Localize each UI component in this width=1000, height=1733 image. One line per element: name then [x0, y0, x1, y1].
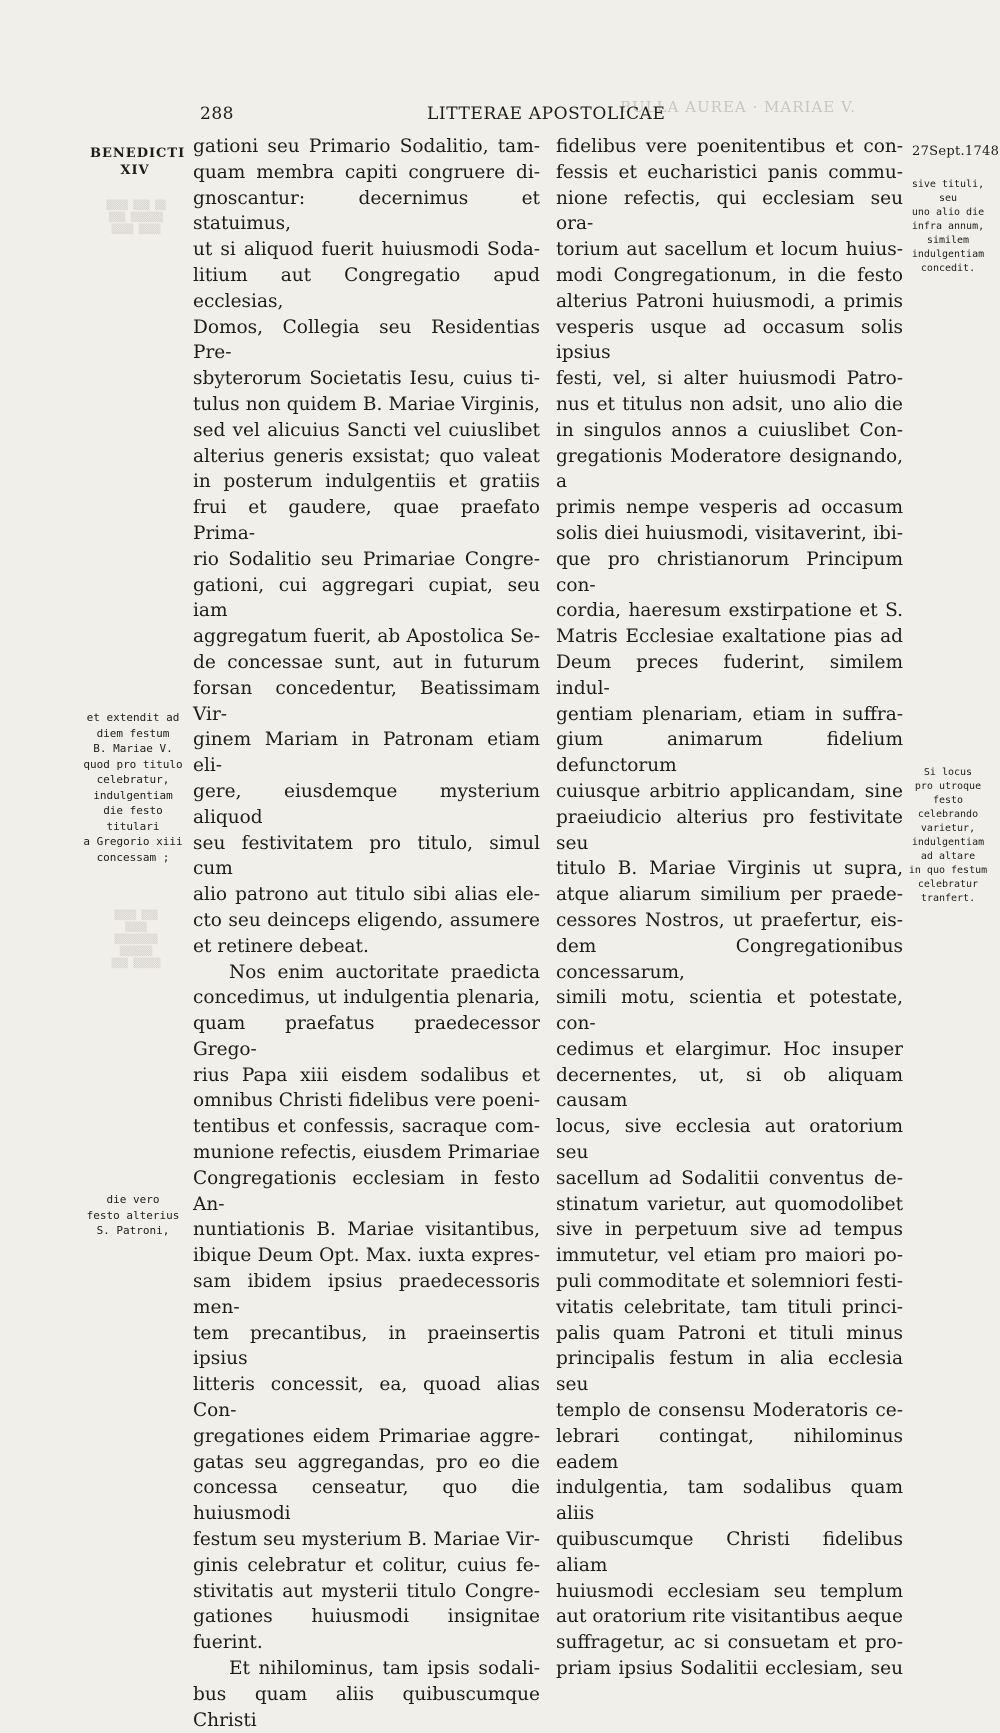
text-line: huiusmodi ecclesiam seu templum [556, 1580, 903, 1602]
pope-number: XIV [120, 163, 150, 178]
text-line: quam praefatus praedecessor Grego- [193, 1013, 540, 1060]
margin-line: sive tituli, seu [911, 179, 985, 204]
text-line: alterius Patroni huiusmodi, a primis [556, 290, 903, 312]
margin-line: varietur, [920, 823, 976, 834]
text-line: seu festivitatem pro titulo, simul cum [193, 832, 540, 880]
text-line: bus quam aliis quibuscumque Christi [193, 1683, 540, 1731]
text-line: gationi seu Primario Sodalitio, tam- [193, 136, 540, 157]
text-line: praeiudicio alterius pro festivitate seu [556, 806, 903, 854]
text-line: aut oratorium rite visitantibus aeque [556, 1606, 903, 1628]
text-line: cedimus et elargimur. Hoc insuper [556, 1038, 903, 1060]
text-line: atque aliarum similium per praede- [556, 884, 903, 906]
text-line: et retinere debeat. [193, 935, 369, 957]
text-line: Domos, Collegia seu Residentias Pre- [193, 316, 540, 364]
page-number: 288 [200, 104, 234, 124]
text-line: immutetur, vel etiam pro maiori po- [556, 1245, 903, 1267]
text-line: rius Papa xiii eisdem sodalibus et [193, 1064, 540, 1086]
text-line: nuntiationis B. Mariae visitantibus, [193, 1219, 540, 1241]
text-line: principalis festum in alia ecclesia seu [556, 1348, 903, 1396]
text-line: cto seu deinceps eligendo, assumere [193, 909, 540, 931]
text-line: sive in perpetuum sive ad tempus [556, 1219, 903, 1241]
text-column-right [556, 134, 903, 1682]
margin-line: uno alio die [911, 207, 985, 218]
text-line: indulgentia, tam sodalibus quam aliis [556, 1477, 903, 1525]
margin-line: tranfert. [920, 893, 976, 904]
text-line: tulus non quidem B. Mariae Virginis, [193, 393, 540, 415]
bleed-through-marginalia: ▒▒▒▒ ▒▒▒ ▒▒▒▒ ▒▒▒▒▒▒▒▒ ▒▒▒▒▒▒ ▒▒▒ ▒▒▒▒▒ [111, 911, 161, 969]
text-line: alio patrono aut titulo sibi alias ele- [193, 884, 540, 906]
text-line: cordia, haeresum exstirpatione et S. [556, 600, 903, 622]
text-line: solis diei huiusmodi, visitaverint, ibi- [556, 522, 903, 544]
text-line: dem Congregationibus concessarum, [556, 935, 903, 983]
margin-line: indulgentiam [911, 837, 985, 848]
text-line: Congregationis ecclesiam in festo An- [193, 1167, 540, 1215]
text-line: aggregatum fuerit, ab Apostolica Se- [193, 626, 540, 648]
text-line: tem precantibus, in praeinsertis ipsius [193, 1322, 540, 1370]
text-line: que pro christianorum Principum con- [556, 548, 903, 596]
margin-date: 27Sept.1748 [912, 144, 1000, 159]
text-line: palis quam Patroni et tituli minus [556, 1322, 903, 1344]
text-line: gregationis Moderatore designando, a [556, 445, 903, 493]
text-line: puli commoditate et solemniori festi- [556, 1271, 903, 1293]
pope-marginal-heading [90, 145, 186, 179]
text-line: vitatis celebritate, tam tituli princi- [556, 1296, 903, 1318]
text-line: templo de consensu Moderatoris ce- [556, 1400, 903, 1422]
text-line: lebrari contingat, nihilominus eadem [556, 1425, 903, 1473]
text-line: concedimus, ut indulgentia plenaria, [193, 987, 540, 1009]
text-line: Nos enim auctoritate praedicta [229, 961, 540, 983]
text-line: munione refectis, eiusdem Primariae [193, 1142, 540, 1164]
text-line: gationes huiusmodi insignitae fuerint. [193, 1606, 540, 1654]
text-line: nione refectis, qui ecclesiam seu ora- [556, 187, 903, 235]
text-line: ut si aliquod fuerit huiusmodi Soda- [193, 239, 540, 261]
text-line: gationi, cui aggregari cupiat, seu iam [193, 574, 540, 622]
margin-line: S. Patroni, [96, 1224, 170, 1237]
text-line: gnoscantur: decernimus et statuimus, [193, 187, 540, 235]
text-line: concessa censeatur, quo die huiusmodi [193, 1477, 540, 1525]
margin-line: ad altare [920, 851, 976, 862]
pope-name: BENEDICTI [90, 146, 186, 161]
margin-line: celebrando [917, 809, 979, 820]
text-line: stinatum varietur, aut quomodolibet [556, 1193, 903, 1215]
text-line: ginem Mariam in Patronam etiam eli- [193, 729, 540, 777]
text-line: ibique Deum Opt. Max. iuxta expres- [193, 1245, 540, 1267]
text-line: cessores Nostros, ut praefertur, eis- [556, 909, 903, 931]
text-line: festum seu mysterium B. Mariae Vir- [193, 1529, 540, 1551]
text-line: suffragetur, ac si consuetam et pro- [556, 1632, 903, 1654]
margin-line: diem festum [96, 726, 170, 740]
text-line: litium aut Congregatio apud ecclesias, [193, 264, 540, 312]
text-line: ginis celebratur et colitur, cuius fe- [193, 1554, 540, 1576]
text-line: modi Congregationum, in die festo [556, 264, 903, 286]
margin-note-right-2 [908, 766, 988, 906]
text-line: omnibus Christi fidelibus vere poeni- [193, 1090, 540, 1112]
text-line: festi, vel, si alter huiusmodi Patro- [556, 368, 903, 390]
text-line: torium aut sacellum et locum huius- [556, 239, 903, 261]
margin-line: B. Mariae V. [93, 742, 173, 755]
margin-line: celebratur [917, 879, 979, 890]
text-line: simili motu, scientia et potestate, con- [556, 987, 903, 1035]
margin-line: infra annum, [911, 221, 985, 232]
margin-note-left-2 [78, 1192, 188, 1239]
text-line: priam ipsius Sodalitii ecclesiam, seu [556, 1658, 903, 1680]
margin-line: festo [932, 795, 964, 806]
text-line: sed vel alicuius Sancti vel cuiuslibet [193, 419, 540, 441]
text-line: gatas seu aggregandas, pro eo die [193, 1451, 540, 1473]
margin-line: similem [926, 235, 970, 246]
text-line: cuiusque arbitrio applicandam, sine [556, 780, 903, 802]
text-line: fessis et eucharistici panis commu- [556, 161, 903, 183]
margin-note-right-1 [908, 178, 988, 276]
text-line: alterius generis exsistat; quo valeat [193, 445, 540, 467]
text-line: Et nihilominus, tam ipsis sodali- [229, 1658, 540, 1680]
text-line: vesperis usque ad occasum solis ipsius [556, 316, 903, 364]
margin-line: concessam ; [96, 850, 170, 864]
margin-line: quod pro titulo [83, 757, 183, 771]
text-line: gium animarum fidelium defunctorum [556, 729, 903, 777]
margin-line: et extendit ad [86, 711, 180, 724]
text-line: stivitatis aut mysterii titulo Congre- [193, 1580, 540, 1602]
text-line: sbyterorum Societatis Iesu, cuius ti- [193, 368, 540, 390]
margin-line: in quo festum [908, 865, 988, 876]
text-line: quibuscumque Christi fidelibus aliam [556, 1529, 903, 1576]
margin-line: celebratur, [96, 773, 170, 786]
margin-line: a Gregorio xiii [83, 835, 183, 848]
text-line: sam ibidem ipsius praedecessoris men- [193, 1271, 540, 1318]
margin-line: festo alterius [86, 1208, 180, 1222]
text-line: rio Sodalitio seu Primariae Congre- [193, 548, 540, 570]
running-title: LITTERAE APOSTOLICAE [427, 104, 666, 124]
margin-line: die festo [103, 804, 163, 817]
text-line: fidelibus vere poenitentibus et con- [556, 136, 903, 157]
text-line: nus et titulus non adsit, uno alio die [556, 393, 903, 415]
text-line: forsan concedentur, Beatissimam Vir- [193, 677, 540, 725]
text-line: locus, sive ecclesia aut oratorium seu [556, 1116, 903, 1164]
margin-line: indulgentiam [911, 249, 985, 260]
bleed-through-marginalia: ▒▒▒▒ ▒▒▒ ▒▒ ▒▒▒ ▒▒▒▒▒▒ ▒▒▒▒ ▒▒▒▒ [106, 201, 166, 235]
bleed-through-text: BULLA AUREA · MARIAE V. [620, 98, 856, 116]
text-line: quam membra capiti congruere di- [193, 161, 540, 183]
margin-line: concedit. [920, 263, 976, 274]
text-line: gentiam plenariam, etiam in suffra- [556, 703, 903, 725]
text-line: de concessae sunt, aut in futurum [193, 651, 540, 673]
margin-note-left-1 [78, 710, 188, 865]
margin-line: titulari [106, 819, 160, 833]
margin-line: indulgentiam [93, 788, 173, 802]
text-line: Matris Ecclesiae exaltatione pias ad [556, 626, 903, 648]
text-line: in posterum indulgentiis et gratiis [193, 471, 540, 493]
margin-line: Si locus [923, 767, 973, 778]
text-line: gregationes eidem Primariae aggre- [193, 1425, 540, 1447]
text-column-left [193, 134, 540, 1733]
text-line: gere, eiusdemque mysterium aliquod [193, 780, 540, 828]
text-line: sacellum ad Sodalitii conventus de- [556, 1167, 903, 1189]
text-line: decernentes, ut, si ob aliquam causam [556, 1064, 903, 1112]
margin-line: pro utroque [914, 781, 982, 792]
text-line: tentibus et confessis, sacraque com- [193, 1116, 540, 1138]
text-line: primis nempe vesperis ad occasum [556, 497, 903, 519]
text-line: litteris concessit, ea, quoad alias Con- [193, 1374, 540, 1422]
margin-line: die vero [106, 1193, 160, 1206]
text-line: in singulos annos a cuiuslibet Con- [556, 419, 903, 441]
text-line: frui et gaudere, quae praefato Prima- [193, 497, 540, 544]
text-line: titulo B. Mariae Virginis ut supra, [556, 858, 903, 880]
text-line: Deum preces fuderint, similem indul- [556, 651, 903, 699]
